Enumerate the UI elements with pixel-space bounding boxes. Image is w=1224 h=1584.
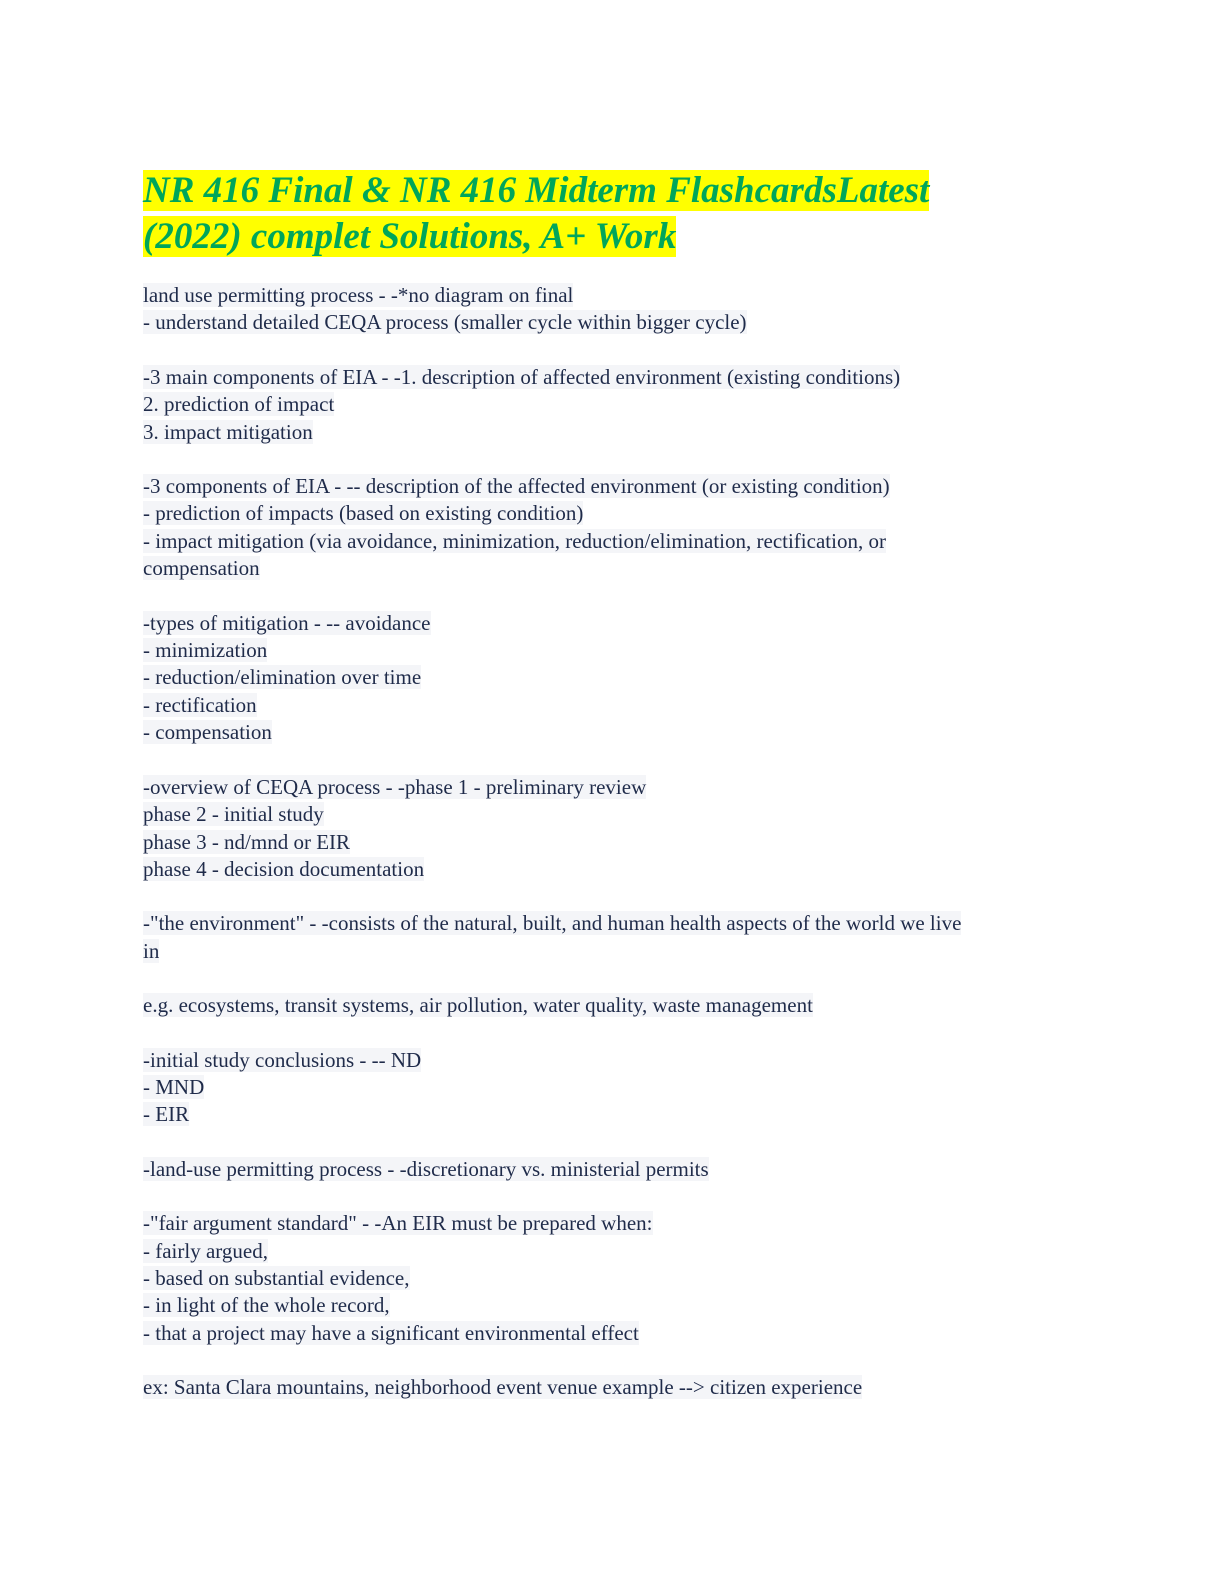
document-title	[143, 168, 1083, 260]
flashcard-text: compensation	[143, 556, 260, 581]
flashcard-line	[143, 692, 1083, 719]
flashcard-text: - understand detailed CEQA process (smaller cycle within bigger cycle)	[143, 310, 747, 335]
flashcard-line	[143, 391, 1083, 418]
flashcard	[143, 1210, 1083, 1347]
flashcard-text: -overview of CEQA process - -phase 1 - preliminary review	[143, 774, 647, 799]
flashcard-line	[143, 1156, 1083, 1183]
flashcard-text: - minimization	[143, 638, 268, 663]
flashcard-line	[143, 1238, 1083, 1265]
flashcard-text: - based on substantial evidence,	[143, 1265, 410, 1290]
flashcard-line	[143, 856, 1083, 883]
flashcard-line	[143, 829, 1083, 856]
flashcard-text: - fairly argued,	[143, 1238, 268, 1263]
flashcard-list	[143, 282, 1083, 1402]
flashcard-line	[143, 910, 1083, 937]
flashcard	[143, 1047, 1083, 1129]
flashcard	[143, 774, 1083, 884]
title-line-1: NR 416 Final & NR 416 Midterm FlashcardsLatest	[143, 170, 930, 211]
flashcard-line	[143, 774, 1083, 801]
flashcard-line	[143, 1292, 1083, 1319]
flashcard-line	[143, 1074, 1083, 1101]
flashcard-line	[143, 1047, 1083, 1074]
flashcard-line	[143, 1374, 1083, 1401]
flashcard-line	[143, 282, 1083, 309]
flashcard-text: phase 2 - initial study	[143, 802, 324, 827]
flashcard-line	[143, 1101, 1083, 1128]
flashcard-text: - reduction/elimination over time	[143, 665, 422, 690]
flashcard	[143, 473, 1083, 583]
flashcard-line	[143, 1265, 1083, 1292]
document-page	[143, 168, 1083, 1429]
flashcard-line	[143, 473, 1083, 500]
flashcard-text: in	[143, 938, 160, 963]
flashcard-text: -types of mitigation - -- avoidance	[143, 610, 431, 635]
flashcard-line	[143, 938, 1083, 965]
flashcard-text: - prediction of impacts (based on existing condition)	[143, 501, 584, 526]
flashcard-text: - in light of the whole record,	[143, 1293, 390, 1318]
flashcard-text: -"fair argument standard" - -An EIR must be prepared when:	[143, 1211, 653, 1236]
flashcard	[143, 282, 1083, 337]
flashcard	[143, 910, 1083, 965]
flashcard-text: - impact mitigation (via avoidance, minimization, reduction/elimination, rectification, or	[143, 528, 886, 553]
flashcard-text: -3 components of EIA - -- description of the affected environment (or existing condition)	[143, 474, 890, 499]
flashcard-text: 2. prediction of impact	[143, 392, 335, 417]
flashcard-text: phase 4 - decision documentation	[143, 856, 425, 881]
flashcard-text: - rectification	[143, 692, 257, 717]
flashcard-line	[143, 1320, 1083, 1347]
flashcard-text: -3 main components of EIA - -1. description of affected environment (existing conditions)	[143, 364, 901, 389]
title-line-2: (2022) complet Solutions, A+ Work	[143, 216, 677, 257]
flashcard-line	[143, 555, 1083, 582]
flashcard	[143, 610, 1083, 747]
flashcard-line	[143, 801, 1083, 828]
flashcard-line	[143, 500, 1083, 527]
flashcard-line	[143, 309, 1083, 336]
flashcard-line	[143, 419, 1083, 446]
flashcard-text: e.g. ecosystems, transit systems, air pollution, water quality, waste management	[143, 993, 813, 1018]
flashcard-text: - that a project may have a significant environmental effect	[143, 1320, 639, 1345]
flashcard-text: - MND	[143, 1074, 205, 1099]
flashcard-text: -initial study conclusions - -- ND	[143, 1047, 422, 1072]
flashcard-line	[143, 1210, 1083, 1237]
flashcard-line	[143, 664, 1083, 691]
flashcard-text: ex: Santa Clara mountains, neighborhood event venue example --> citizen experience	[143, 1375, 863, 1400]
flashcard-line	[143, 528, 1083, 555]
flashcard-line	[143, 637, 1083, 664]
flashcard-text: -land-use permitting process - -discretionary vs. ministerial permits	[143, 1156, 709, 1181]
flashcard-line	[143, 610, 1083, 637]
flashcard-text: -"the environment" - -consists of the natural, built, and human health aspects of the world we live	[143, 911, 962, 936]
flashcard-line	[143, 719, 1083, 746]
flashcard-text: land use permitting process - -*no diagram on final	[143, 283, 574, 307]
flashcard	[143, 992, 1083, 1019]
flashcard	[143, 364, 1083, 446]
flashcard-text: - EIR	[143, 1102, 190, 1127]
flashcard	[143, 1156, 1083, 1183]
flashcard-line	[143, 364, 1083, 391]
flashcard-text: phase 3 - nd/mnd or EIR	[143, 829, 351, 854]
flashcard-text: - compensation	[143, 720, 272, 745]
flashcard	[143, 1374, 1083, 1401]
flashcard-line	[143, 992, 1083, 1019]
flashcard-text: 3. impact mitigation	[143, 419, 313, 444]
